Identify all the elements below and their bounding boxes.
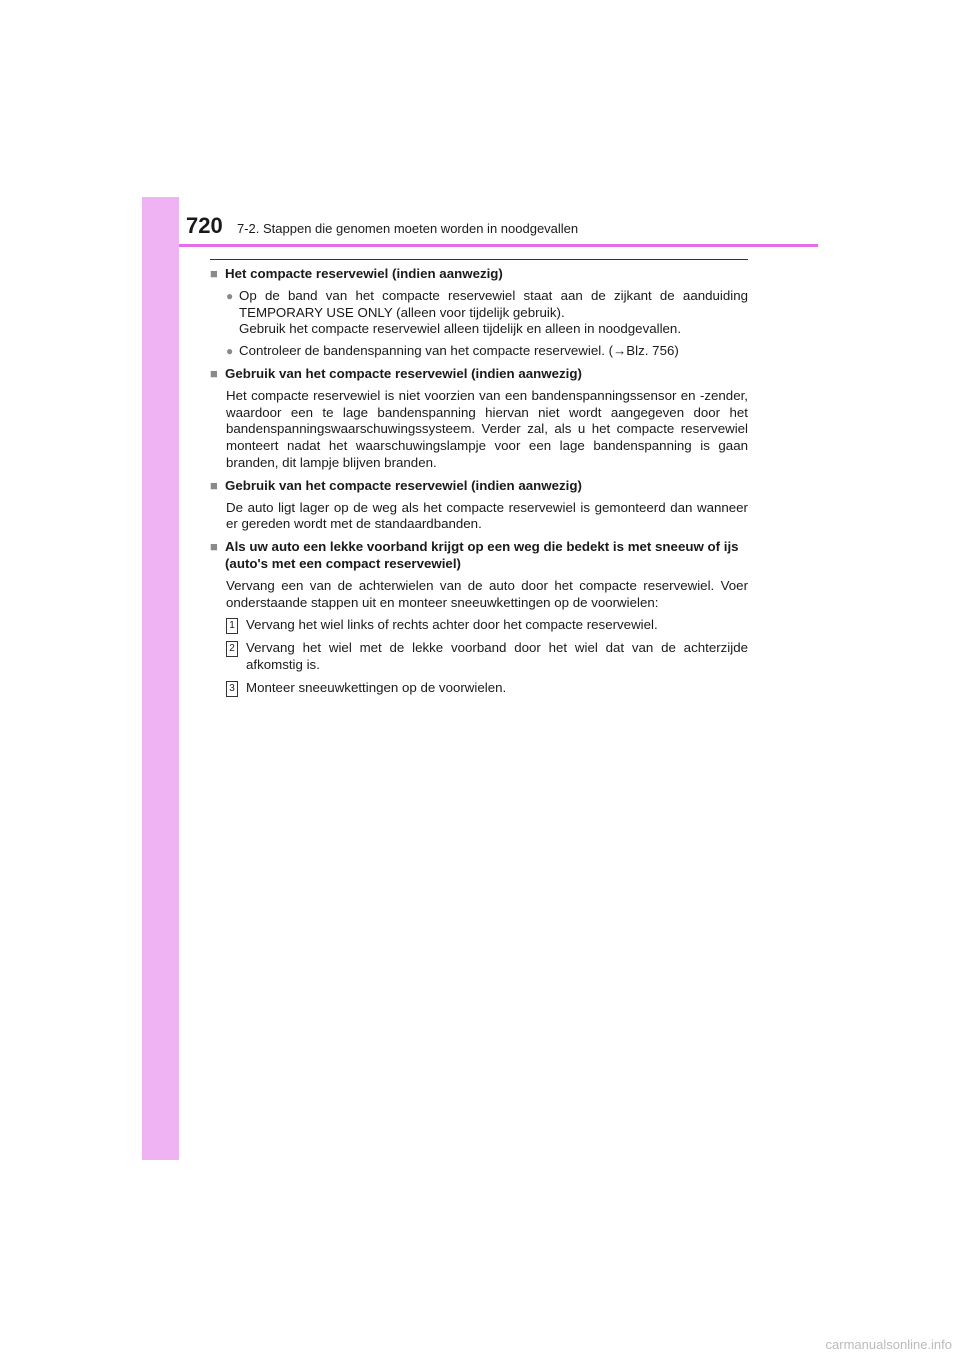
bullet-dot-icon: ● [226, 344, 234, 359]
bullet-dot-icon: ● [226, 288, 234, 303]
step-item [226, 640, 748, 674]
section-usage-sensor [210, 366, 748, 472]
bullet-text: Gebruik het compacte reservewiel alleen tijdelijk en alleen in noodgevallen. [239, 321, 682, 337]
square-marker-icon: ■ [210, 539, 218, 555]
square-marker-icon: ■ [210, 365, 218, 381]
chapter-title: 7-2. Stappen die genomen moeten worden in noodgevallen [237, 221, 579, 236]
section-heading [210, 478, 748, 495]
step-item [226, 680, 748, 697]
section-heading-text: Als uw auto een lekke voorband krijgt op een weg die bedekt is met sneeuw of ijs (auto's met een compact reservewiel) [225, 539, 739, 571]
section-compact-spare [210, 266, 748, 360]
section-paragraph: De auto ligt lager op de weg als het compacte reservewiel is gemonteerd dan wanneer er gereden wordt met de standaardbanden. [226, 499, 748, 532]
section-heading [210, 266, 748, 283]
square-marker-icon: ■ [210, 266, 218, 281]
watermark-text: carmanualsonline.info [825, 1337, 952, 1352]
header-divider [179, 244, 818, 247]
content-top-rule [210, 259, 748, 260]
step-item [226, 617, 748, 634]
step-text: Monteer sneeuwkettingen op de voorwielen. [246, 679, 507, 695]
step-number: 3 [226, 681, 238, 697]
page-content [210, 266, 748, 703]
section-heading [210, 539, 748, 573]
section-heading-text: Het compacte reservewiel (indien aanwezig) [225, 266, 503, 281]
section-heading [210, 366, 748, 383]
step-number: 1 [226, 618, 238, 634]
step-text: Vervang het wiel links of rechts achter door het compacte reservewiel. [246, 617, 658, 633]
section-paragraph: Het compacte reservewiel is niet voorzien van een bandenspanningssensor en -zender, waardoor een te lage bandenspanning hiervan niet wordt aangegeven door het bandenspanningswaarschuwingssysteem. Verder zal, als u het compacte reservewiel monteert nadat het waarschuwingslampje voor een lage bandenspanning is gaan branden, dit lampje blijven branden. [226, 387, 748, 470]
section-usage-height [210, 478, 748, 533]
page-number: 720 [186, 213, 223, 238]
list-item [226, 288, 748, 338]
square-marker-icon: ■ [210, 477, 218, 493]
step-text: Vervang het wiel met de lekke voorband door het wiel dat van de achterzijde afkomstig is. [246, 640, 748, 673]
section-heading-text: Gebruik van het compacte reservewiel (indien aanwezig) [225, 477, 582, 493]
section-snow-ice [210, 539, 748, 697]
section-heading-text: Gebruik van het compacte reservewiel (indien aanwezig) [225, 365, 582, 381]
chapter-sidebar-tab [142, 197, 179, 1160]
bullet-text: Op de band van het compacte reservewiel staat aan de zijkant de aanduiding TEMPORARY USE ONLY (alleen voor tijdelijk gebruik). [239, 287, 748, 320]
step-number: 2 [226, 641, 238, 657]
bullet-text: Controleer de bandenspanning van het compacte reservewiel. (→Blz. 756) [239, 343, 679, 359]
section-paragraph: Vervang een van de achterwielen van de auto door het compacte reservewiel. Voer onderstaande stappen uit en monteer sneeuwkettingen op de voorwielen: [226, 577, 748, 610]
list-item [226, 343, 748, 360]
